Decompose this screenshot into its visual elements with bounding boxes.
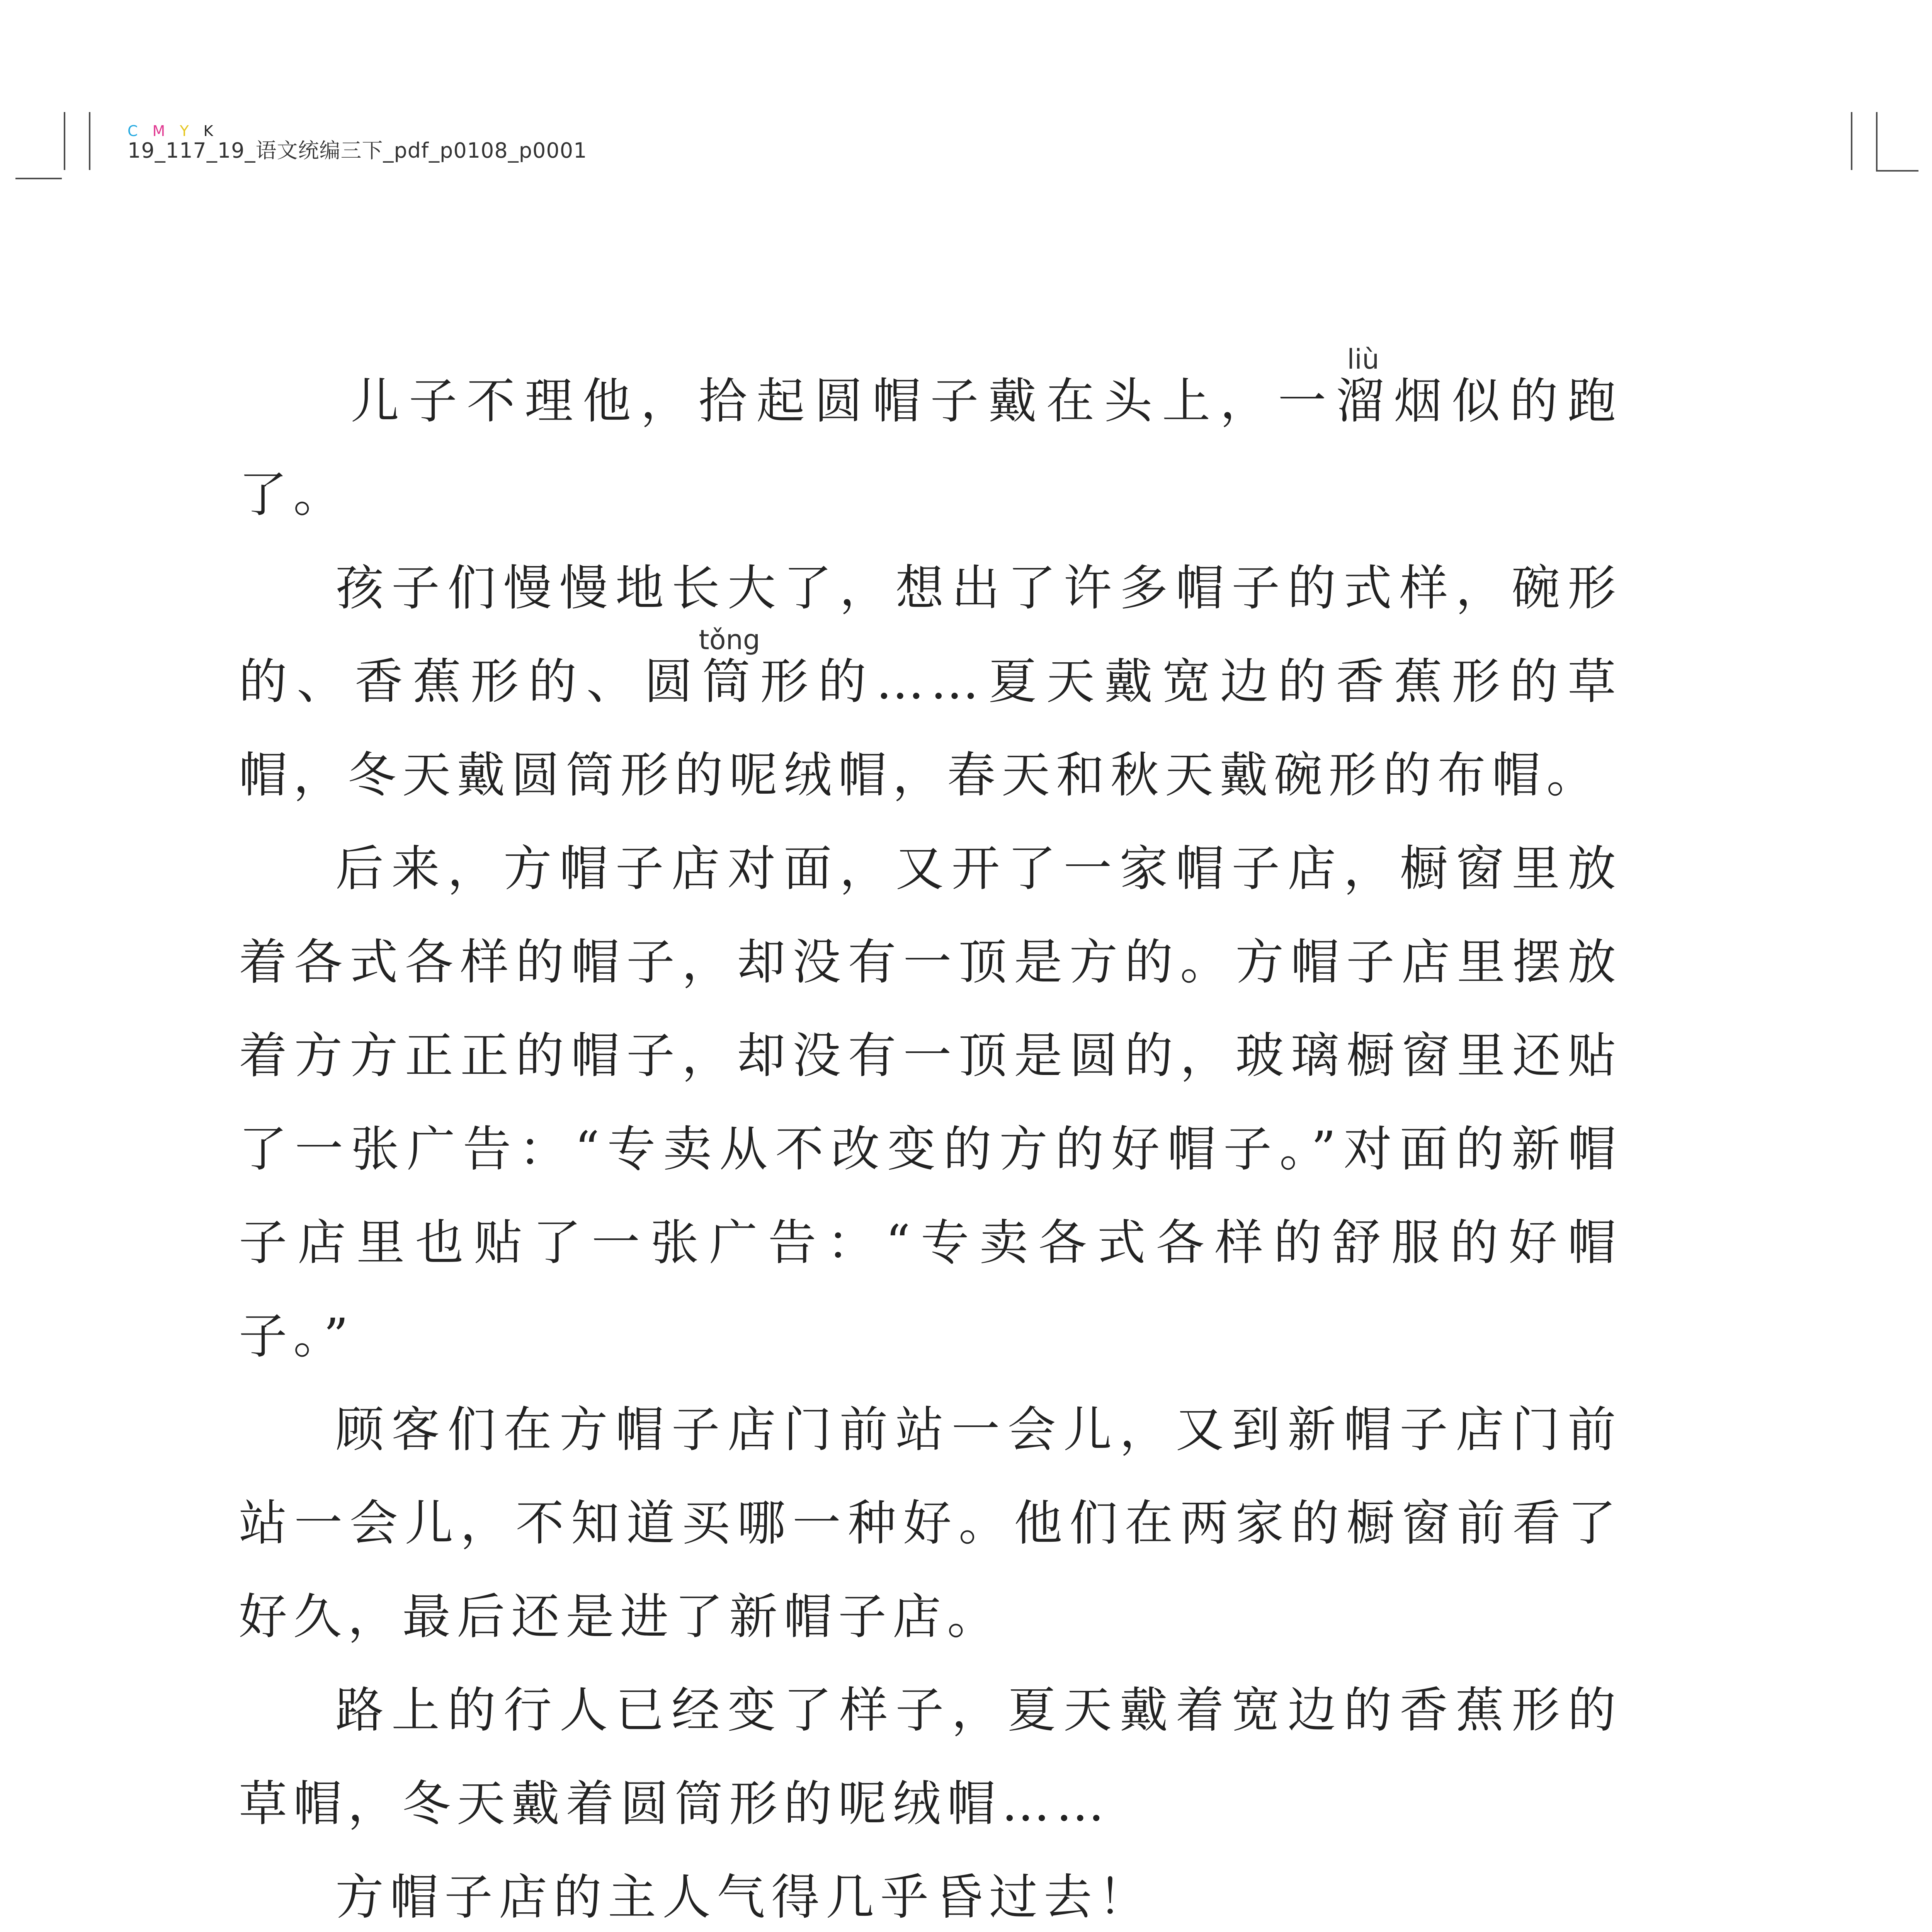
crop-mark: [15, 178, 62, 179]
crop-mark: [1876, 170, 1918, 172]
print-header: [128, 123, 587, 162]
cmyk-k: K: [203, 122, 213, 139]
cmyk-y: Y: [180, 122, 189, 139]
crop-mark: [1876, 112, 1878, 170]
paragraph: [239, 542, 1622, 822]
crop-mark: [1851, 112, 1852, 170]
cmyk-m: M: [152, 122, 165, 139]
paragraph: [239, 1383, 1622, 1664]
text-run: 儿子不理他，拾起圆帽子戴在头上，一: [351, 373, 1336, 429]
ruby-char: 筒tǒng: [699, 624, 760, 710]
print-job-id: 19_117_19_语文统编三下_pdf_p0108_p0001: [128, 138, 587, 163]
text-run: 顾客们在方帽子店门前站一会儿，又到新帽子店门前站一会儿，不知道买哪一种好。他们在两家的橱窗前看了好久，最后还是进了新帽子店。: [239, 1402, 1622, 1645]
pinyin-annotation: tǒng: [699, 624, 760, 656]
text-run: 烟似的跑了。: [239, 373, 1622, 523]
ruby-char: 溜liù: [1336, 344, 1394, 429]
crop-mark: [64, 112, 65, 170]
paragraph: [239, 822, 1622, 1383]
text-run: 方帽子店的主人气得几乎昏过去！: [335, 1869, 1153, 1925]
crop-mark: [89, 112, 90, 170]
paragraph: [239, 1664, 1622, 1851]
text-run: 形的……夏天戴宽边的香蕉形的草帽，冬天戴圆筒形的呢绒帽，春天和秋天戴碗形的布帽。: [239, 654, 1622, 803]
cmyk-c: C: [128, 122, 138, 139]
text-run: 路上的行人已经变了样子，夏天戴着宽边的香蕉形的草帽，冬天戴着圆筒形的呢绒帽……: [239, 1682, 1622, 1832]
paragraph: [239, 344, 1622, 542]
pinyin-annotation: liù: [1336, 344, 1391, 375]
cmyk-marks: [128, 123, 587, 139]
text-run: 后来，方帽子店对面，又开了一家帽子店，橱窗里放着各式各样的帽子，却没有一顶是方的。方帽子店里摆放着方方正正的帽子，却没有一顶是圆的，玻璃橱窗里还贴了一张广告：“专卖从不改变的方的好帽子。”对面的新帽子店里也贴了一张广告：“专卖各式各样的舒服的好帽子。”: [239, 841, 1622, 1364]
body-text: [239, 344, 1622, 1932]
paragraph: [239, 1851, 1622, 1932]
text-run: 孩子们慢慢地长大了，想出了许多帽子的式样，碗形的、香蕉形的、圆: [239, 560, 1622, 710]
